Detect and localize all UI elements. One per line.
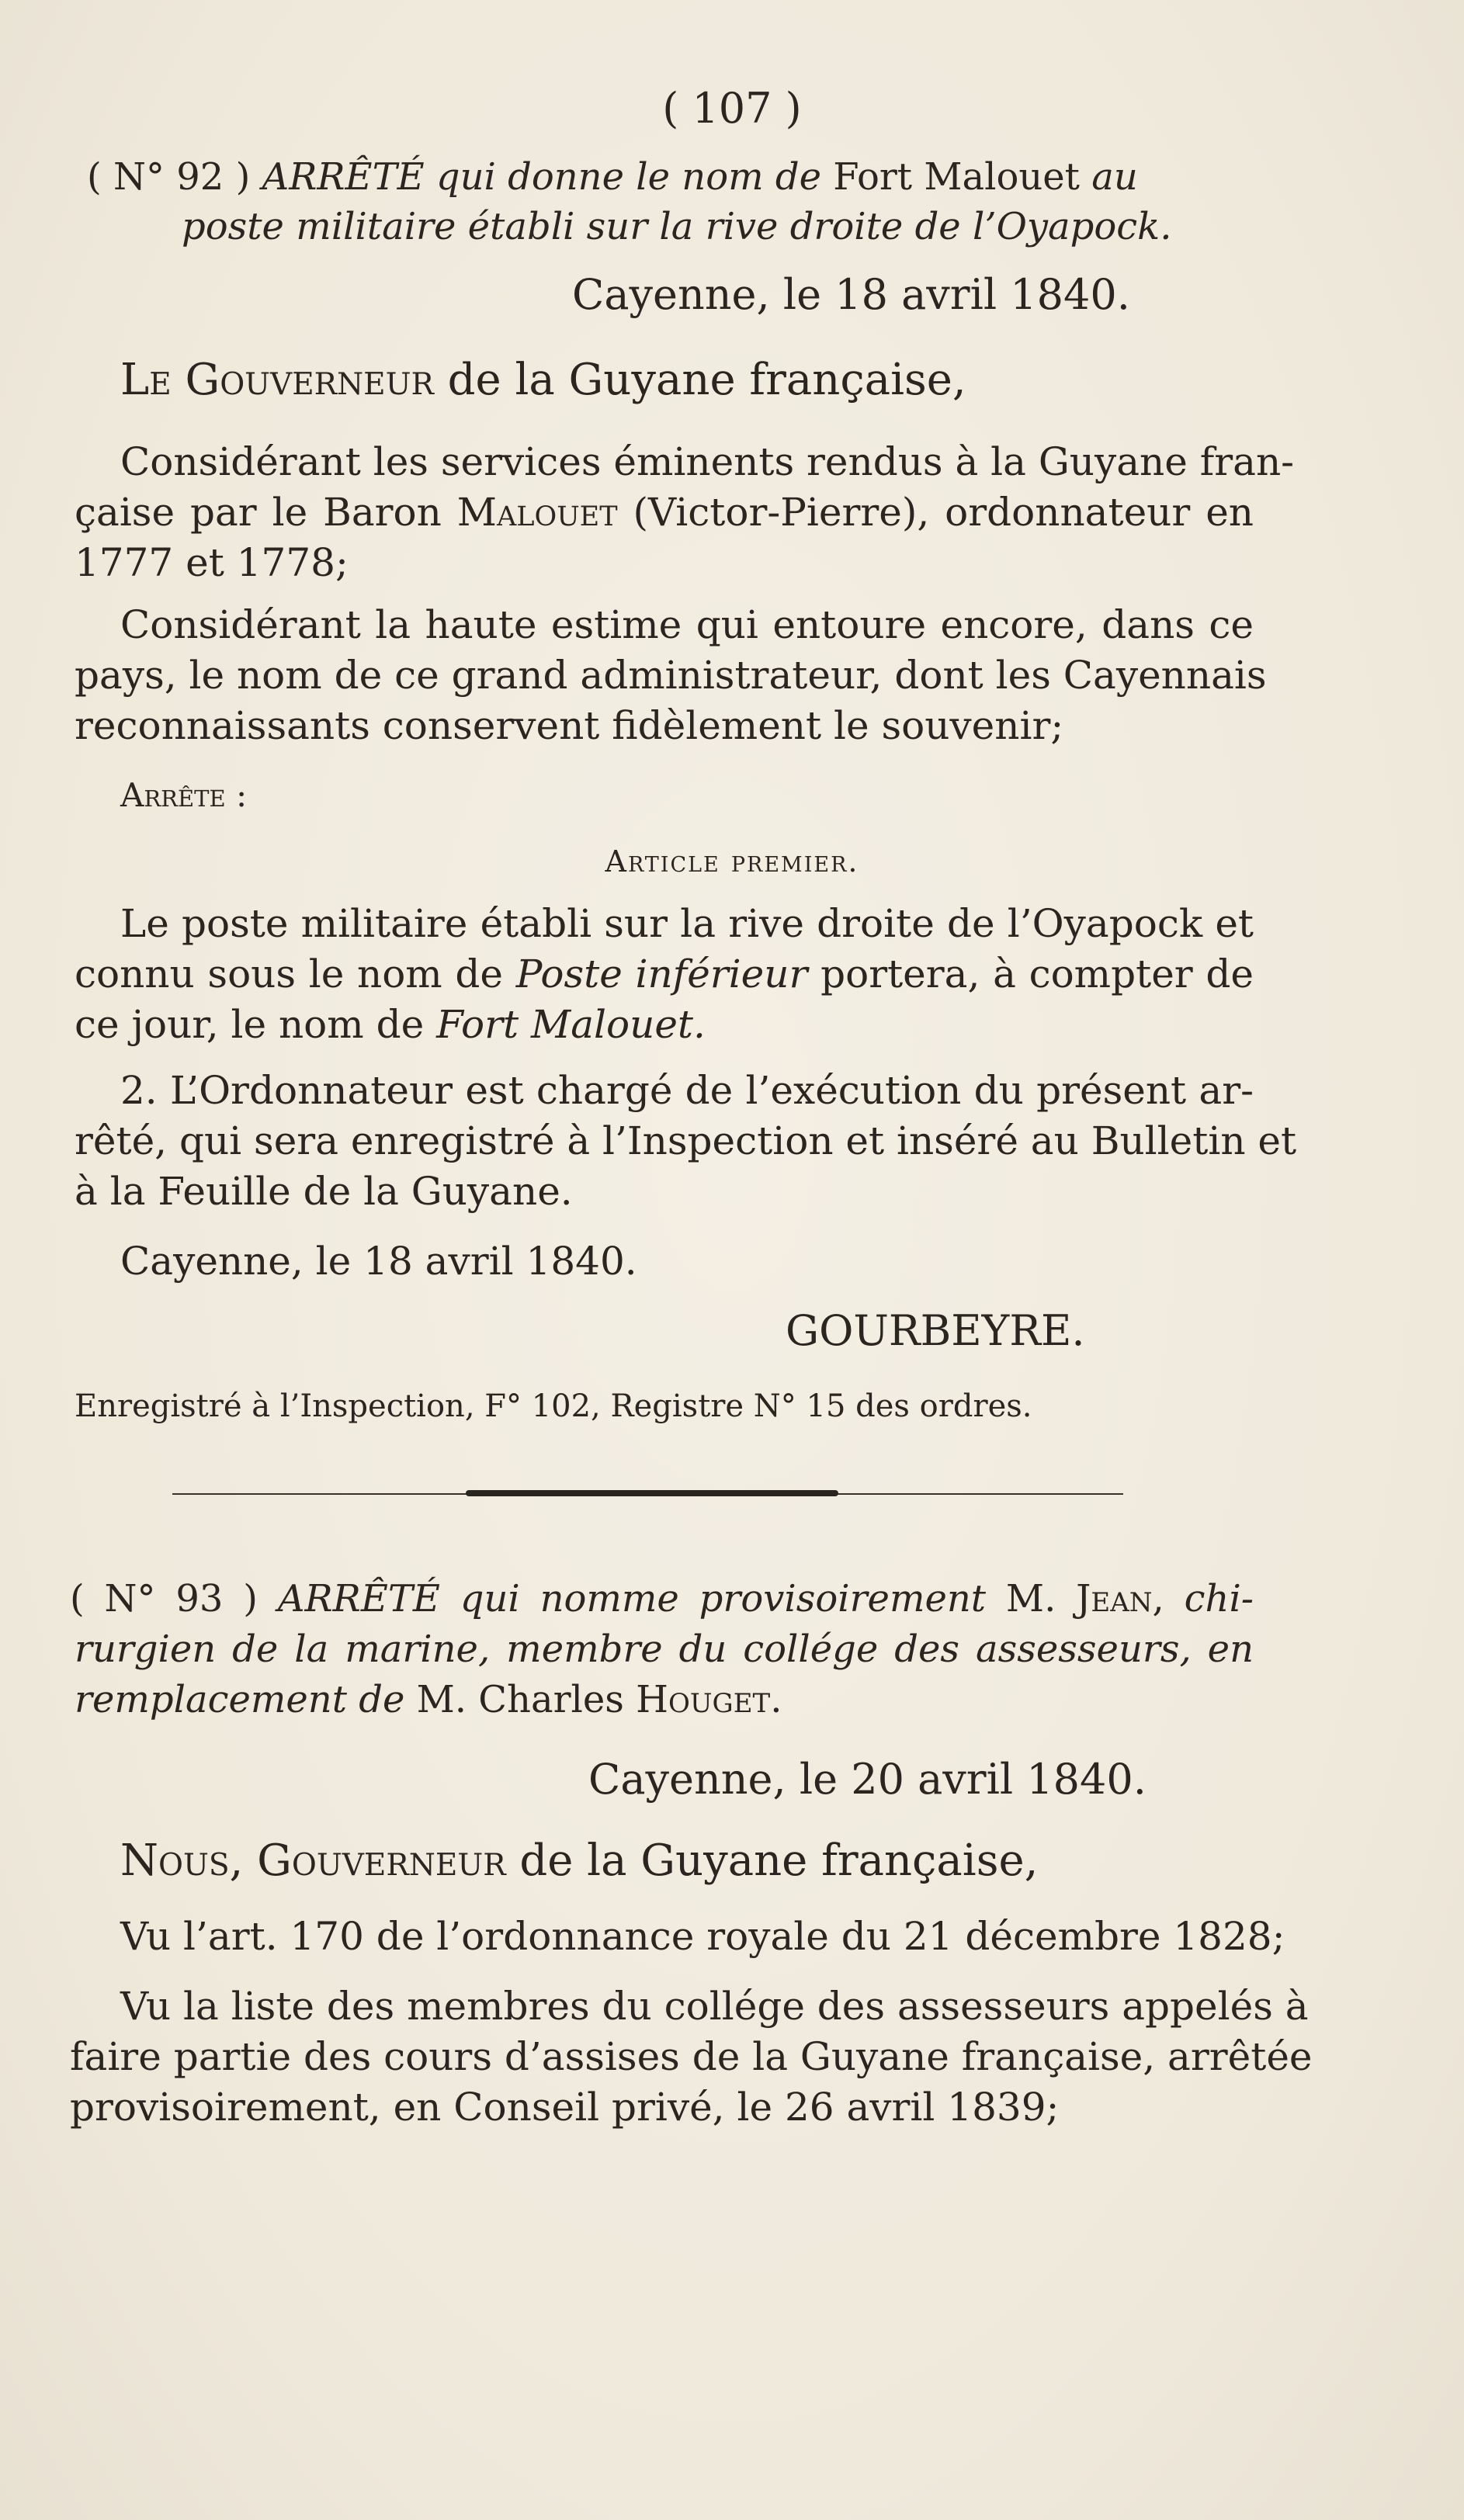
arrete-93-heading-line-2: rurgien de la marine, membre du collége des assesseurs, en (75, 1627, 1254, 1671)
art1-line-3 (75, 1001, 706, 1048)
separator-rule-ornament (466, 1490, 838, 1496)
page-number: ( 107 ) (662, 84, 802, 133)
arrete-92-title-text-end: au (1091, 155, 1138, 199)
jean-name: Jean (1076, 1577, 1153, 1620)
p93-line-1: Vu l’art. 170 de l’ordonnance royale du 21 décembre 1828; (120, 1914, 1285, 1959)
arrete-92-addressee (120, 357, 966, 404)
arrete-93-addressee (120, 1835, 1039, 1886)
signature: GOURBEYRE. (786, 1306, 1085, 1355)
monsieur: M. (1005, 1577, 1056, 1620)
arrete-92-fort-name: Fort Malouet (833, 155, 1080, 199)
p1-line-2 (75, 489, 1254, 536)
p1-text: çaise par le Baron (75, 490, 442, 535)
art1-line-2 (75, 951, 1254, 997)
p93-2-line-3: provisoirement, en Conseil privé, le 26 avril 1839; (70, 2085, 1060, 2130)
article-title: Article premier. (605, 844, 859, 879)
art2-line-1: 2. L’Ordonnateur est chargé de l’exécution du présent ar- (120, 1068, 1254, 1113)
p1-text-end: (Victor-Pierre), ordonnateur en (633, 490, 1254, 535)
remplacement-text: remplacement de (75, 1678, 405, 1721)
p93-2-line-2: faire partie des cours d’assises de la Guyane française, arrêtée (70, 2034, 1313, 2079)
arrete-92-heading-line-2: poste militaire établi sur la rive droite de l’Oyapock. (182, 205, 1172, 248)
nous-gouverneur: Nous, Gouverneur (120, 1835, 506, 1886)
arrete-92-title-word: ARRÊTÉ (262, 155, 425, 199)
malouet-name: Malouet (456, 490, 618, 535)
art1-text: connu sous le nom de (75, 951, 504, 997)
arrete-92-heading-line-1 (87, 154, 1138, 200)
p1-line-3: 1777 et 1778; (75, 540, 349, 585)
p93-2-line-1: Vu la liste des membres du collége des assesseurs appelés à (120, 1984, 1309, 2029)
art1-text-3: ce jour, le nom de (75, 1002, 425, 1047)
closing-date: Cayenne, le 18 avril 1840. (120, 1239, 637, 1284)
art2-line-3: à la Feuille de la Guyane. (75, 1169, 573, 1214)
arrete-label: Arrête : (120, 776, 248, 814)
addressee-rest-93: de la Guyane française, (519, 1835, 1039, 1886)
p2-line-1: Considérant la haute estime qui entoure encore, dans ce (120, 602, 1254, 647)
arrete-93-date: Cayenne, le 20 avril 1840. (588, 1755, 1147, 1804)
art1-text-2: portera, à compter de (820, 951, 1254, 997)
arrete-92-date: Cayenne, le 18 avril 1840. (572, 270, 1130, 319)
p2-line-3: reconnaissants conservent fidèlement le souvenir; (75, 703, 1064, 748)
arrete-93-heading-line-1 (70, 1575, 1254, 1622)
art1-line-1: Le poste militaire établi sur la rive droite de l’Oyapock et (120, 901, 1254, 946)
addressee-rest: de la Guyane française, (447, 355, 966, 405)
arrete-93-title-text-end: chi- (1184, 1577, 1254, 1620)
arrete-93-number: ( N° 93 ) (70, 1577, 258, 1620)
registration-note: Enregistré à l’Inspection, F° 102, Registre N° 15 des ordres. (75, 1388, 1032, 1424)
arrete-93-title-word: ARRÊTÉ (277, 1577, 440, 1620)
arrete-92-number: ( N° 92 ) (87, 155, 251, 199)
poste-inferieur: Poste inférieur (515, 951, 808, 997)
houget-name: Houget. (636, 1678, 782, 1721)
comma: , (1152, 1577, 1164, 1620)
arrete-93-title-text: qui nomme provisoirement (460, 1577, 987, 1620)
fort-malouet: Fort Malouet. (436, 1002, 706, 1047)
governor-title: Le Gouverneur (120, 355, 434, 405)
charles-name: M. Charles (416, 1678, 624, 1721)
arrete-93-heading-line-3 (75, 1676, 782, 1723)
arrete-92-title-text: qui donne le nom de (435, 155, 821, 199)
p2-line-2: pays, le nom de ce grand administrateur, dont les Cayennais (75, 653, 1267, 698)
art2-line-2: rêté, qui sera enregistré à l’Inspection et inséré au Bulletin et (75, 1118, 1297, 1163)
p1-line-1: Considérant les services éminents rendus à la Guyane fran- (120, 439, 1295, 484)
